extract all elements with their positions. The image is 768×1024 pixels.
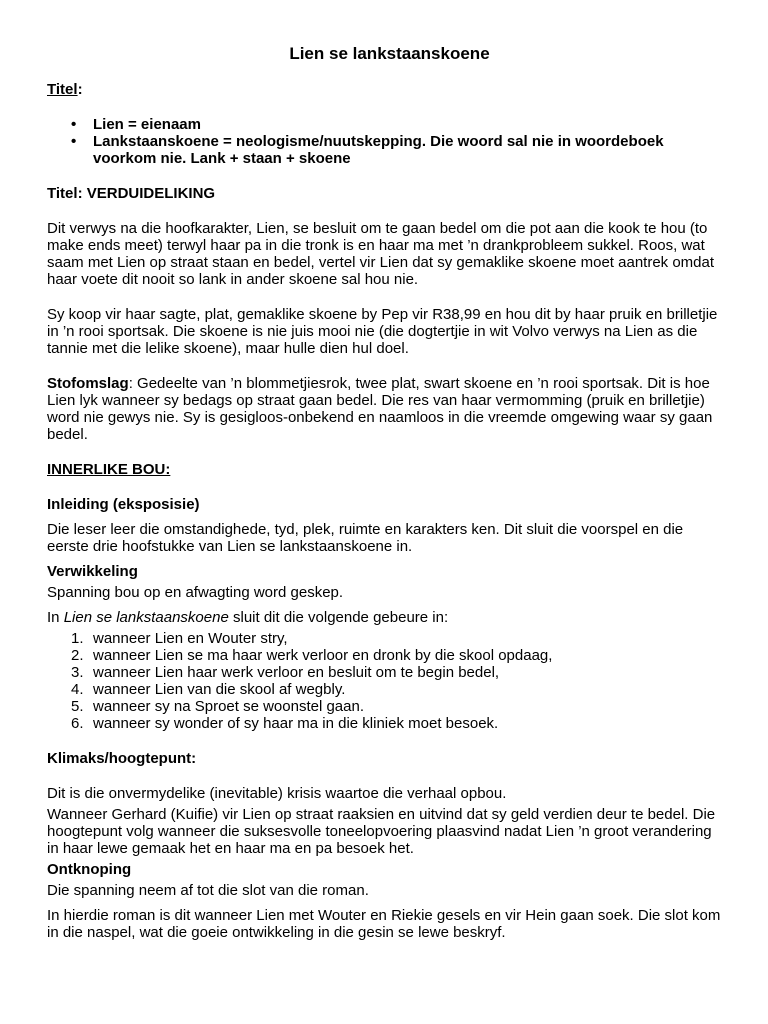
paragraph-2: Sy koop vir haar sagte, plat, gemaklike skoene by Pep vir R38,99 en hou dit by haar pruik en brilletjie in ’n rooi sportsak. Die skoene is nie juis mooi nie (die dogtertjie in wit Volvo verwys na Lien as die tannie met die lelike skoene), maar hulle dien hul doel. (47, 306, 718, 357)
verwikkeling-heading: Verwikkeling (47, 563, 138, 580)
list-number: 1. (71, 630, 84, 647)
list-item (47, 715, 722, 732)
klimaks-text-2: Wanneer Gerhard (Kuifie) vir Lien op straat raaksien en uitvind dat sy geld verdien deur te bedel. Die hoogtepunt volg wanneer die suksesvolle toneelopvoering plaasvind nadat Lien ’n groot verandering in haar lewe gemaak het en haar ma en pa besoek het. (47, 806, 716, 857)
ontknoping-heading: Ontknoping (47, 861, 132, 878)
list-item-text: wanneer Lien se ma haar werk verloor en dronk by die skool opdaag, (93, 647, 553, 664)
bullet-text: Lien = eienaam (93, 116, 201, 133)
list-item-text: wanneer Lien van die skool af wegbly. (93, 681, 346, 698)
inleiding-text: Die leser leer die omstandighede, tyd, plek, ruimte en karakters ken. Dit sluit die voorspel en die eerste drie hoofstukke van Lien se lankstaanskoene in. (47, 521, 684, 555)
events-intro-pre: In (47, 609, 64, 626)
ontknoping-text: Die spanning neem af tot die slot van die roman. (47, 882, 369, 899)
verwikkeling-text: Spanning bou op en afwagting word geskep. (47, 584, 344, 601)
titel-label-line (47, 81, 722, 98)
slot-paragraph: In hierdie roman is dit wanneer Lien met Wouter en Riekie gesels en vir Hein gaan soek. Die slot kom in die naspel, wat die goeie ontwikkeling in die gesin se lewe beskryf. (47, 907, 721, 941)
titel-colon: : (77, 81, 83, 98)
list-item-text: wanneer Lien haar werk verloor en besluit om te begin bedel, (93, 664, 500, 681)
list-number: 5. (71, 698, 84, 715)
stofomslag-paragraph (47, 375, 722, 443)
events-list (47, 630, 722, 732)
bullet-item (47, 133, 722, 167)
bullet-icon: • (71, 133, 77, 150)
document-title: Lien se lankstaanskoene (289, 44, 490, 63)
list-number: 2. (71, 647, 84, 664)
document-body (47, 44, 722, 941)
list-item (47, 647, 722, 664)
stofomslag-text: : Gedeelte van ’n blommetjiesrok, twee plat, swart skoene en ’n rooi sportsak. Dit is hoe Lien lyk wanneer sy bedags op straat gaan bedel. Die res van haar vermomming (pruik en brilletjie) word nie gewys nie. Sy is gesigloos-onbekend en naamloos in die vreemde omgewing waar sy gaan bedel. (47, 375, 713, 443)
paragraph-1: Dit verwys na die hoofkarakter, Lien, se besluit om te gaan bedel om die pot aan die kook te hou (to make ends meet) terwyl haar pa in die tronk is en haar ma met ’n drankprobleem sukkel. Roos, wat saam met Lien op straat staan en bedel, vertel vir Lien dat sy gemaklike skoene moet aantrek omdat haar voete dit nooit so lank in ander skoene sal hou nie. (47, 220, 715, 288)
list-item-text: wanneer sy na Sproet se woonstel gaan. (93, 698, 365, 715)
bullet-text: Lankstaanskoene = neologisme/nuutskepping. Die woord sal nie in woordeboek voorkom nie. Lank + staan + skoene (93, 133, 664, 167)
list-item (47, 698, 722, 715)
stofomslag-label: Stofomslag (47, 375, 129, 392)
bullet-item (47, 116, 722, 133)
list-item-text: wanneer sy wonder of sy haar ma in die kliniek moet besoek. (93, 715, 499, 732)
titel-label: Titel (47, 81, 78, 98)
events-intro-post: sluit dit die volgende gebeure in: (228, 609, 449, 626)
list-item (47, 664, 722, 681)
book-title-italic: Lien se lankstaanskoene (63, 609, 229, 626)
titel-bullet-list (47, 116, 722, 167)
list-number: 4. (71, 681, 84, 698)
inleiding-heading: Inleiding (eksposisie) (47, 496, 200, 513)
klimaks-heading: Klimaks/hoogtepunt: (47, 750, 197, 767)
list-number: 3. (71, 664, 84, 681)
list-item (47, 681, 722, 698)
verduideliking-heading: Titel: VERDUIDELIKING (47, 185, 216, 202)
list-item (47, 630, 722, 647)
events-intro (47, 609, 722, 626)
bullet-icon: • (71, 116, 77, 133)
innerlike-bou-heading: INNERLIKE BOU: (47, 461, 171, 478)
klimaks-text-1: Dit is die onvermydelike (inevitable) krisis waartoe die verhaal opbou. (47, 785, 507, 802)
list-item-text: wanneer Lien en Wouter stry, (93, 630, 288, 647)
list-number: 6. (71, 715, 84, 732)
